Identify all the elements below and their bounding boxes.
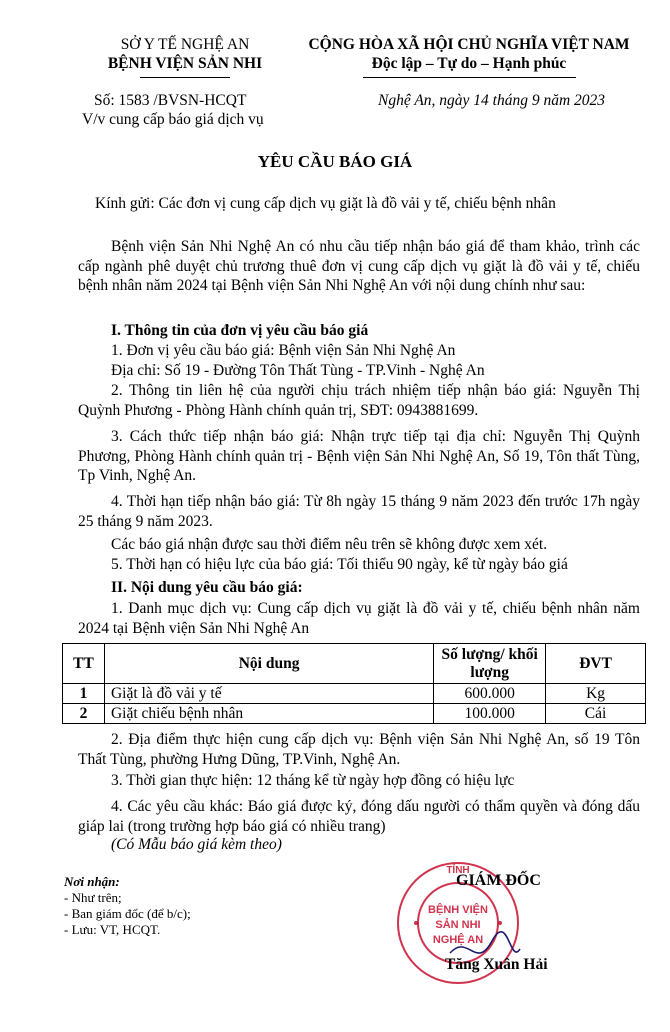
header-quantity (434, 644, 546, 684)
section-1-item-5: 5. Thời hạn có hiệu lực của báo giá: Tối thiểu 90 ngày, kể từ ngày báo giá (111, 556, 568, 573)
section-1-note: Các báo giá nhận được sau thời điểm nêu trên sẽ không được xem xét. (111, 536, 548, 553)
signatory-name: Tăng Xuân Hải (445, 956, 548, 973)
header-content: Nội dung (104, 644, 433, 684)
row-tt: 2 (63, 704, 105, 724)
row-quantity: 600.000 (434, 684, 546, 704)
stamp-line-1: BỆNH VIỆN (428, 904, 488, 916)
row-content: Giặt là đồ vải y tế (104, 684, 433, 704)
section-2-item-3: 3. Thời gian thực hiện: 12 tháng kể từ ngày hợp đồng có hiệu lực (111, 772, 515, 789)
left-header-underline (140, 77, 230, 78)
agency-name: SỞ Y TẾ NGHỆ AN (120, 36, 250, 53)
recipient-item: - Ban giám đốc (để b/c); (64, 906, 191, 921)
right-header-underline (363, 77, 576, 78)
signatory-title: GIÁM ĐỐC (456, 872, 541, 889)
national-motto: Độc lập – Tự do – Hạnh phúc (371, 55, 567, 72)
table-row (63, 684, 646, 704)
recipients-label: Nơi nhận: (64, 874, 120, 889)
section-2-item-4: 4. Các yêu cầu khác: Báo giá được ký, đóng dấu người có thẩm quyền và đóng dấu giáp lai (trong trường hợp báo giá có nhiều trang) (78, 798, 640, 835)
page-title: YÊU CẦU BÁO GIÁ (257, 152, 413, 171)
row-unit: Kg (546, 684, 646, 704)
table-header-row (63, 644, 646, 684)
recipient-line: Kính gửi: Các đơn vị cung cấp dịch vụ giặt là đồ vải y tế, chiếu bệnh nhân (95, 195, 556, 212)
document-number: Số: 1583 /BVSN-HCQT (94, 92, 247, 109)
section-1-item-3: 3. Cách thức tiếp nhận báo giá: Nhận trực tiếp tại địa chỉ: Nguyễn Thị Quỳnh Phương, Phòng Hành chính quản trị - Bệnh viện Sản Nhi Nghệ An, Số 19, Tôn thất Tùng, Tp Vinh, Nghệ An. (78, 428, 640, 484)
row-unit: Cái (546, 704, 646, 724)
stamp-line-2: SẢN NHI (435, 919, 481, 931)
header-unit: ĐVT (546, 644, 646, 684)
header-tt: TT (63, 644, 105, 684)
section-2-heading: II. Nội dung yêu cầu báo giá: (111, 579, 303, 596)
recipient-item: - Lưu: VT, HCQT. (64, 922, 161, 937)
attachment-note: (Có Mẫu báo giá kèm theo) (111, 836, 282, 853)
section-2-item-2: 2. Địa điểm thực hiện cung cấp dịch vụ: Bệnh viện Sản Nhi Nghệ An, số 19 Tôn Thất Tùng, phường Hưng Dũng, TP.Vinh, Nghệ An. (78, 731, 640, 768)
hospital-name: BỆNH VIỆN SẢN NHI (107, 55, 263, 72)
section-1-item-1: 1. Đơn vị yêu cầu báo giá: Bệnh viện Sản Nhi Nghệ An (111, 342, 456, 359)
service-table (62, 643, 646, 724)
table-row (63, 704, 646, 724)
section-1-item-2: 2. Thông tin liên hệ của người chịu trách nhiệm tiếp nhận báo giá: Nguyễn Thị Quỳnh Phương - Phòng Hành chính quản trị, SĐT: 0943881699. (78, 382, 640, 419)
intro-paragraph: Bệnh viện Sản Nhi Nghệ An có nhu cầu tiếp nhận báo giá để tham khảo, trình các cấp ngành phê duyệt chủ trương thuê đơn vị cung cấp dịch vụ giặt là đồ vải y tế, chiếu bệnh nhân năm 2024 tại Bệnh viện Sản Nhi Nghệ An với nội dung chính như sau: (78, 238, 640, 294)
place-date: Nghệ An, ngày 14 tháng 9 năm 2023 (378, 92, 606, 109)
section-1-item-4: 4. Thời hạn tiếp nhận báo giá: Từ 8h ngày 15 tháng 9 năm 2023 đến trước 17h ngày 25 tháng 9 năm 2023. (78, 493, 640, 530)
recipient-item: - Như trên; (64, 890, 122, 905)
national-title: CỘNG HÒA XÃ HỘI CHỦ NGHĨA VIỆT NAM (308, 36, 630, 53)
stamp-top-word: TỈNH (446, 865, 470, 876)
row-tt: 1 (63, 684, 105, 704)
row-content: Giặt chiếu bệnh nhân (104, 704, 433, 724)
document-subject: V/v cung cấp báo giá dịch vụ (82, 111, 264, 128)
stamp-line-3: NGHỆ AN (432, 934, 484, 946)
section-1-heading: I. Thông tin của đơn vị yêu cầu báo giá (111, 322, 369, 339)
section-2-item-1: 1. Danh mục dịch vụ: Cung cấp dịch vụ giặt là đồ vải y tế, chiếu bệnh nhân năm 2024 tại Bệnh viện Sản Nhi Nghệ An (78, 600, 640, 637)
section-1-address: Địa chỉ: Số 19 - Đường Tôn Thất Tùng - TP.Vinh - Nghệ An (111, 362, 485, 379)
header-quantity-text: Số lượng/ khối lượng (441, 645, 538, 681)
row-quantity: 100.000 (434, 704, 546, 724)
